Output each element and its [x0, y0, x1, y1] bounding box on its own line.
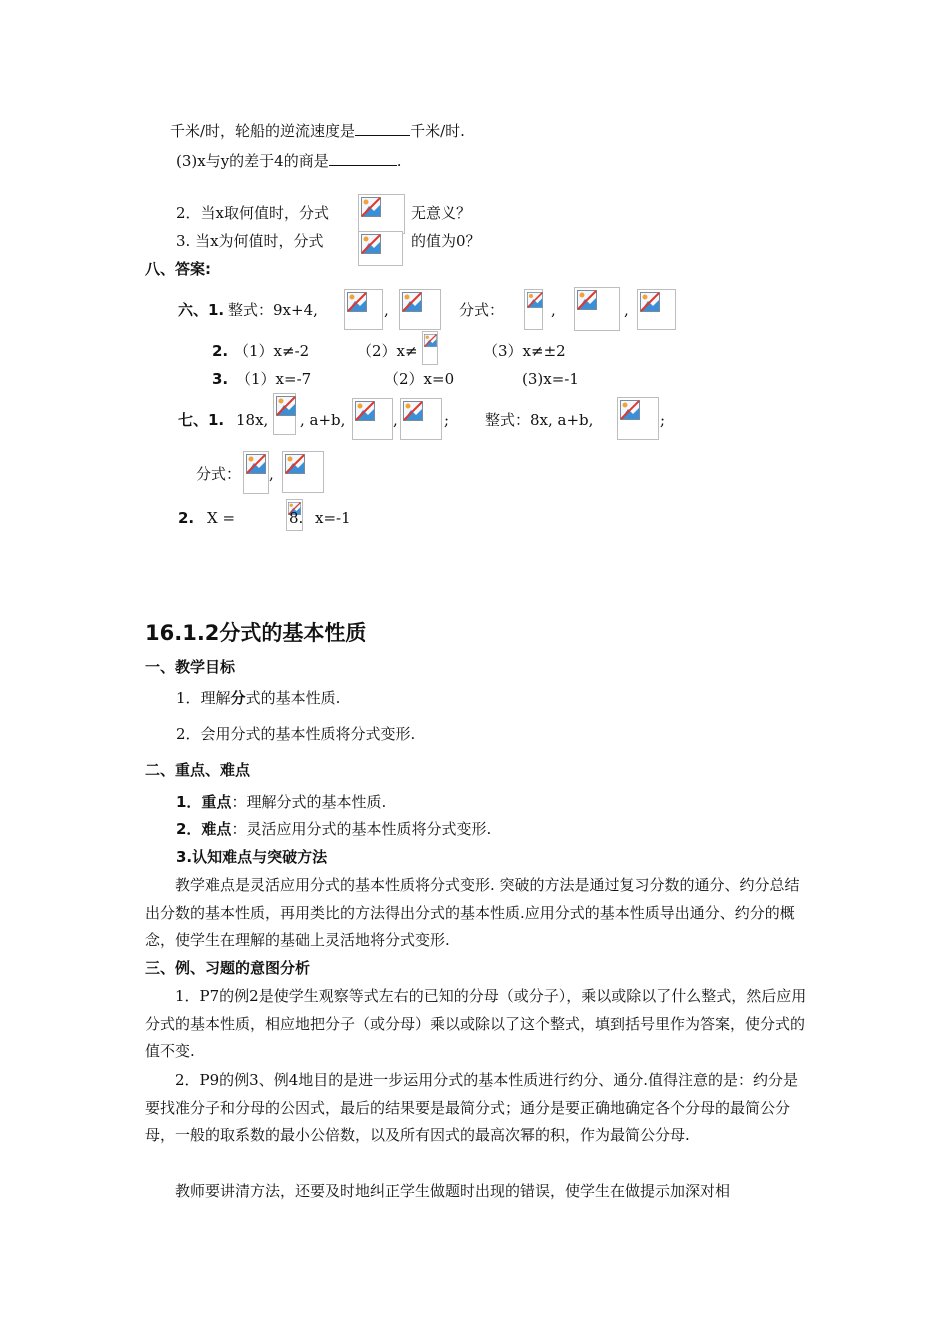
fraction-image: [574, 287, 620, 331]
broken-image-icon: [285, 454, 305, 474]
paragraph-example-2: [145, 983, 810, 1066]
broken-image-icon: [640, 292, 660, 312]
goals-heading: 一、教学目标: [145, 658, 236, 676]
answer-seven-integer: 整式：8x, a+b,: [485, 411, 594, 429]
answer-six-2-b: （2）x≠: [357, 342, 418, 360]
speed-text-a: 千米/时，轮船的逆流速度是: [170, 122, 356, 140]
broken-image-icon: [620, 400, 640, 420]
fraction-image: [524, 289, 543, 330]
answers-heading: 八、答案:: [145, 260, 211, 278]
question-3-text-a: 3. 当x为何值时，分式: [176, 232, 324, 250]
broken-image-icon: [424, 334, 437, 347]
answer-seven-2-a: X =: [207, 509, 236, 527]
fraction-image: [282, 451, 324, 493]
key-point-1-text: ：理解分式的基本性质.: [231, 793, 387, 811]
fraction-image: [358, 231, 403, 266]
goal-1-bold: 分: [230, 689, 246, 707]
fraction-image: [637, 289, 676, 330]
semicolon: ;: [444, 411, 450, 429]
question-2-text-a: 2．当x取何值时，分式: [176, 204, 330, 222]
paragraph-example-2-text: 1．P7的例2是使学生观察等式左右的已知的分母（或分子），乘以或除以了什么整式，然后应用分式的基本性质，相应地把分子（或分母）乘以或除以了这个整式，填到括号里作为答案，使分式的值不变.: [145, 987, 807, 1061]
fraction-image: [617, 397, 659, 440]
question-2-text-b: 无意义？: [411, 204, 472, 222]
key-point-2: [176, 819, 491, 839]
answer-six-2-c: （3）x≠±2: [483, 342, 566, 360]
question-3: [176, 231, 324, 251]
speed-text-b: 千米/时.: [410, 122, 465, 140]
goal-2: 2．会用分式的基本性质将分式变形.: [176, 725, 416, 743]
fraction-image: [344, 289, 383, 330]
examples-heading: 三、例、习题的意图分析: [145, 959, 311, 977]
broken-image-icon: [361, 197, 381, 217]
paragraph-teacher: [145, 1178, 810, 1206]
question-2: [176, 203, 329, 223]
answer-seven-b: , a+b,: [300, 411, 346, 429]
key-point-1: [176, 792, 386, 812]
key-point-3: 3.认知难点与突破方法: [176, 848, 328, 866]
paragraph-difficulty-text: 教学难点是灵活应用分式的基本性质将分式变形. 突破的方法是通过复习分数的通分、约分总结出分数的基本性质，再用类比的方法得出分式的基本性质.应用分式的基本性质导出通分、约分的概念，使学生在理解的基础上灵活地将分式变形.: [145, 876, 800, 950]
answer-seven-2-label: 2.: [178, 509, 195, 527]
paragraph-example-3-4: [145, 1067, 810, 1150]
answer-six-3-a: （1）x=-7: [236, 370, 312, 388]
paragraph-difficulty: [145, 872, 810, 955]
difference-line: [176, 151, 402, 171]
broken-image-icon: [347, 292, 367, 312]
answer-seven-2-number: 8.: [289, 509, 304, 527]
broken-image-icon: [361, 234, 381, 254]
broken-image-icon: [246, 454, 266, 474]
goal-1: [176, 688, 340, 708]
comma: ,: [393, 411, 398, 429]
answer-seven-2-b: x=-1: [315, 509, 351, 527]
answer-six-2-a: （1）x≠-2: [234, 342, 310, 360]
comma: ,: [384, 301, 389, 319]
answer-six-2-label: 2.: [212, 342, 229, 360]
answer-seven-a: 18x,: [236, 411, 269, 429]
broken-image-icon: [527, 292, 543, 308]
section-title: 16.1.2分式的基本性质: [145, 621, 367, 645]
fraction-image: [399, 289, 441, 330]
broken-image-icon: [355, 401, 375, 421]
fraction-image: [400, 398, 442, 440]
answer-blank[interactable]: [329, 151, 397, 166]
fraction-image: [358, 194, 405, 234]
broken-image-icon: [403, 401, 423, 421]
answer-seven-fraction-label: 分式：: [196, 465, 242, 483]
key-point-1-label: 1．重点: [176, 793, 232, 811]
broken-image-icon: [402, 292, 422, 312]
broken-image-icon: [276, 396, 296, 416]
fraction-image: [352, 398, 393, 440]
goal-1-text-a: 1．理解: [176, 689, 231, 707]
answer-six-3-c: (3)x=-1: [522, 370, 579, 388]
broken-image-icon: [577, 290, 597, 310]
answer-seven-label: 七、1.: [178, 411, 225, 429]
answer-six-3-b: （2）x=0: [384, 370, 455, 388]
key-point-2-text: ：灵活应用分式的基本性质将分式变形.: [231, 820, 492, 838]
semicolon: ;: [660, 411, 666, 429]
goal-1-text-b: 式的基本性质.: [245, 689, 341, 707]
answer-blank[interactable]: [355, 121, 410, 136]
paragraph-teacher-text: 教师要讲清方法，还要及时地纠正学生做题时出现的错误，使学生在做提示加深对相: [175, 1182, 731, 1200]
answer-six-label: 六、1.: [178, 301, 225, 319]
difference-text-b: .: [396, 152, 402, 170]
question-3-text-b: 的值为0？: [411, 232, 481, 250]
speed-line: [170, 121, 465, 141]
key-point-2-label: 2．难点: [176, 820, 232, 838]
key-points-heading: 二、重点、难点: [145, 761, 251, 779]
fraction-image: [422, 331, 438, 365]
difference-text-a: (3)x与y的差于4的商是: [176, 152, 329, 170]
comma: ,: [624, 301, 629, 319]
paragraph-example-3-4-text: 2．P9的例3、例4地目的是进一步运用分式的基本性质进行约分、通分.值得注意的是：约分是要找准分子和分母的公因式，最后的结果要是最简分式；通分是要正确地确定各个分母的最简公分母，一般的取系数的最小公倍数，以及所有因式的最高次幂的积，作为最简公分母.: [145, 1071, 799, 1145]
answer-six-3-label: 3.: [212, 370, 229, 388]
comma: ,: [269, 465, 274, 483]
fraction-image: [273, 393, 296, 435]
answer-six-fraction-label: 分式：: [459, 301, 505, 319]
answer-six-integer: 整式：9x+4,: [228, 301, 318, 319]
fraction-image: [243, 451, 269, 494]
comma: ,: [551, 301, 556, 319]
